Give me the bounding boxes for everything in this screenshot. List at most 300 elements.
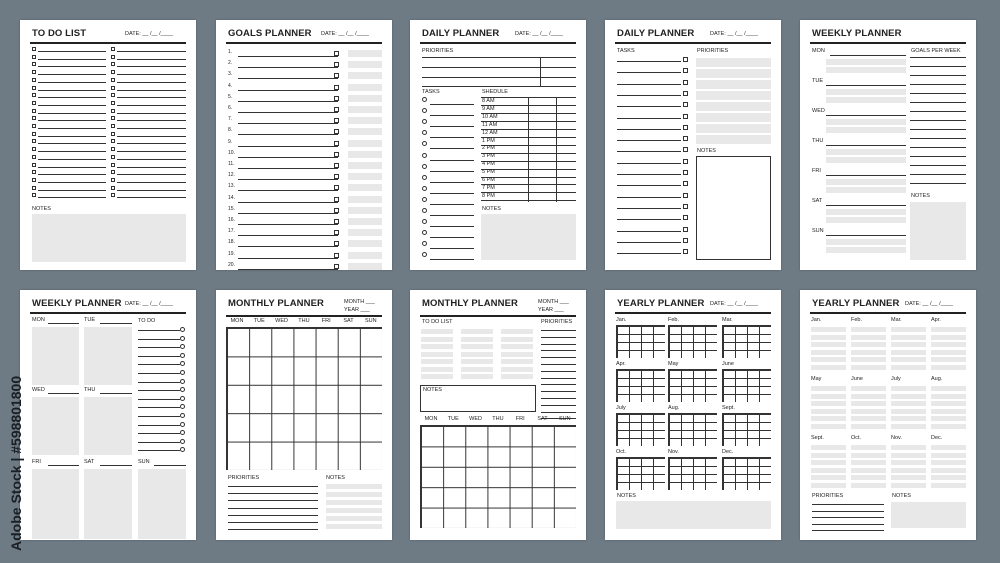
weekly-planner-sheet-2 xyxy=(20,290,196,540)
goal-bar xyxy=(348,151,382,158)
goal-line xyxy=(910,66,966,67)
todo-line xyxy=(117,167,186,168)
priority-bar xyxy=(696,69,771,78)
day-label: FRI xyxy=(32,459,41,465)
todo-line xyxy=(117,143,186,144)
goal-line xyxy=(238,101,338,102)
task-line xyxy=(617,129,681,130)
month-bar xyxy=(851,350,886,355)
day-bar xyxy=(826,97,906,103)
checkbox-icon xyxy=(683,91,688,96)
bullet-icon xyxy=(422,219,427,224)
month-bar xyxy=(891,460,926,465)
checkbox-icon xyxy=(32,116,36,120)
checkbox-icon xyxy=(334,118,339,123)
bullet-icon xyxy=(180,396,185,401)
hour-label: 7 PM xyxy=(482,184,495,191)
month-grid xyxy=(722,457,771,490)
month-grid xyxy=(668,413,717,446)
month-label: Jan. xyxy=(811,317,822,323)
task-line xyxy=(430,215,474,216)
month-bar xyxy=(811,468,846,473)
hour-label: 8 PM xyxy=(482,192,495,199)
checkbox-icon xyxy=(334,174,339,179)
hour-label: 8 AM xyxy=(482,98,495,104)
page-title: YEARLY PLANNER xyxy=(617,298,705,309)
checkbox-icon xyxy=(32,55,36,59)
weekday-label: MON xyxy=(230,318,244,324)
date-field: DATE: __ /__ /____ xyxy=(515,31,563,37)
priority-line xyxy=(541,391,576,392)
goal-number: 8. xyxy=(228,127,233,134)
goal-line xyxy=(238,224,338,225)
page-title: MONTHLY PLANNER xyxy=(422,298,518,309)
priority-line xyxy=(541,364,576,365)
todo-line xyxy=(38,51,106,52)
page-title: MONTHLY PLANNER xyxy=(228,298,324,309)
goal-bar xyxy=(348,72,382,79)
month-bar xyxy=(811,386,846,391)
page-title: DAILY PLANNER xyxy=(422,28,500,39)
month-bar xyxy=(811,445,846,450)
todo-line xyxy=(38,120,106,121)
priorities-label: PRIORITIES xyxy=(422,48,454,54)
day-box xyxy=(32,469,79,539)
goal-number: 14. xyxy=(228,194,235,201)
task-line xyxy=(617,95,681,96)
checkbox-icon xyxy=(32,70,36,74)
checkbox-icon xyxy=(32,147,36,151)
weekday-label: FRI xyxy=(515,416,525,422)
month-bar xyxy=(811,394,846,399)
day-label: WED xyxy=(812,108,825,114)
day-label: THU xyxy=(84,387,96,393)
goal-line xyxy=(238,134,338,135)
month-bar xyxy=(811,475,846,480)
title-rule xyxy=(226,315,382,317)
priority-line xyxy=(228,493,318,494)
month-bar xyxy=(851,445,886,450)
checkbox-icon xyxy=(32,47,36,51)
task-line xyxy=(617,61,681,62)
priorities-label: PRIORITIES xyxy=(812,493,844,499)
day-bar xyxy=(826,179,906,185)
todo-line xyxy=(117,120,186,121)
checkbox-icon xyxy=(334,96,339,101)
goal-bar xyxy=(348,117,382,124)
goal-line xyxy=(910,147,966,148)
bullet-icon xyxy=(180,379,185,384)
todo-line xyxy=(38,151,106,152)
month-bar xyxy=(851,483,886,488)
notes-label: NOTES xyxy=(423,387,442,393)
month-bar xyxy=(891,357,926,362)
month-bar xyxy=(851,357,886,362)
priorities-label: PRIORITIES xyxy=(228,475,260,481)
todo-label: TO DO xyxy=(138,318,156,324)
month-label: Nov. xyxy=(891,435,902,441)
checkbox-icon xyxy=(334,219,339,224)
day-line xyxy=(826,145,906,146)
month-label: July xyxy=(616,405,626,411)
goal-number: 7. xyxy=(228,116,233,123)
priority-line xyxy=(541,330,576,331)
notes-bar xyxy=(326,524,382,529)
todo-line xyxy=(138,416,180,417)
checkbox-icon xyxy=(111,186,115,190)
goal-number: 3. xyxy=(228,71,233,78)
day-bar xyxy=(826,59,906,65)
goal-bar xyxy=(348,229,382,236)
checkbox-icon xyxy=(111,163,115,167)
day-label: SAT xyxy=(812,198,823,204)
task-line xyxy=(617,84,681,85)
goal-number: 17. xyxy=(228,228,235,235)
month-label: June xyxy=(851,376,863,382)
month-label: June xyxy=(722,361,734,367)
checkbox-icon xyxy=(111,47,115,51)
hour-label: 5 PM xyxy=(482,169,495,176)
weekday-label: THU xyxy=(298,318,310,324)
title-rule xyxy=(30,312,186,314)
checkbox-icon xyxy=(334,141,339,146)
priority-line xyxy=(812,530,884,531)
goal-line xyxy=(238,112,338,113)
hour-label: 10 AM xyxy=(482,113,498,120)
month-bar xyxy=(851,386,886,391)
month-grid xyxy=(616,413,665,446)
goal-bar xyxy=(348,61,382,68)
priority-bar xyxy=(696,124,771,133)
month-bar xyxy=(891,342,926,347)
day-bar xyxy=(826,67,906,73)
goal-number: 11. xyxy=(228,161,235,167)
notes-bar xyxy=(326,500,382,505)
notes-label: NOTES xyxy=(326,475,345,481)
hour-label: 3 PM xyxy=(482,153,495,160)
month-grid xyxy=(616,369,665,402)
task-line xyxy=(617,253,681,254)
month-bar xyxy=(851,416,886,421)
checkbox-icon xyxy=(683,181,688,186)
month-bar xyxy=(891,386,926,391)
goal-bar xyxy=(348,128,382,135)
notes-label: NOTES xyxy=(482,206,501,212)
date-field: DATE: __ /__ /____ xyxy=(125,301,173,307)
checkbox-icon xyxy=(111,70,115,74)
bullet-icon xyxy=(422,252,427,257)
month-grid xyxy=(668,457,717,490)
month-label: Feb. xyxy=(851,317,863,323)
goal-line xyxy=(910,174,966,175)
checkbox-icon xyxy=(683,57,688,62)
task-line xyxy=(430,148,474,149)
month-bar xyxy=(811,409,846,414)
checkbox-icon xyxy=(32,109,36,113)
month-bar xyxy=(851,327,886,332)
weekday-label: SUN xyxy=(364,318,377,324)
task-line xyxy=(617,106,681,107)
checkbox-icon xyxy=(683,249,688,254)
checkbox-icon xyxy=(683,80,688,85)
day-label: MON xyxy=(32,317,45,323)
todo-line xyxy=(38,136,106,137)
checkbox-icon xyxy=(111,93,115,97)
todo-line xyxy=(138,450,180,451)
priority-line xyxy=(422,86,576,87)
checkbox-icon xyxy=(111,139,115,143)
bullet-icon xyxy=(180,387,185,392)
day-line xyxy=(154,465,186,466)
notes-label: NOTES xyxy=(697,148,716,154)
month-bar xyxy=(931,460,966,465)
priority-line xyxy=(541,412,576,413)
title-rule xyxy=(420,42,576,44)
calendar-grid xyxy=(226,327,382,470)
priority-line xyxy=(812,517,884,518)
checkbox-icon xyxy=(683,125,688,130)
month-bar xyxy=(891,445,926,450)
priority-line xyxy=(228,500,318,501)
month-bar xyxy=(891,335,926,340)
day-box xyxy=(84,327,132,385)
checkbox-icon xyxy=(334,208,339,213)
checkbox-icon xyxy=(334,129,339,134)
checkbox-icon xyxy=(334,62,339,67)
todo-line xyxy=(38,159,106,160)
task-line xyxy=(430,171,474,172)
weekday-label: FRI xyxy=(321,318,331,324)
bullet-icon xyxy=(180,336,185,341)
page-title: TO DO LIST xyxy=(32,28,87,39)
task-line xyxy=(617,118,681,119)
month-field: MONTH ___ xyxy=(344,299,375,305)
notes-bar xyxy=(326,492,382,497)
task-line xyxy=(430,137,474,138)
goal-number: 4. xyxy=(228,82,233,89)
checkbox-icon xyxy=(334,51,339,56)
checkbox-icon xyxy=(683,238,688,243)
date-field: DATE: __ /__ /____ xyxy=(710,301,758,307)
task-line xyxy=(430,182,474,183)
todo-line xyxy=(117,113,186,114)
weekday-label: SAT xyxy=(343,318,354,324)
daily-planner-sheet-2 xyxy=(605,20,781,270)
month-bar xyxy=(931,416,966,421)
hour-label: 4 PM xyxy=(482,161,495,168)
hour-label: 12 AM xyxy=(482,129,498,136)
todo-bar xyxy=(421,344,453,349)
month-bar xyxy=(891,475,926,480)
todo-line xyxy=(38,59,106,60)
day-label: SUN xyxy=(812,228,824,234)
day-line xyxy=(48,323,79,324)
page-title: DAILY PLANNER xyxy=(617,28,695,39)
month-bar xyxy=(931,350,966,355)
goal-line xyxy=(238,246,338,247)
todo-bar xyxy=(421,352,453,357)
checkbox-icon xyxy=(111,193,115,197)
date-field: DATE: __ /__ /____ xyxy=(710,31,758,37)
month-label: Oct. xyxy=(851,435,862,441)
checkbox-icon xyxy=(334,107,339,112)
day-box xyxy=(32,397,79,455)
priority-line xyxy=(228,529,318,530)
goal-number: 6. xyxy=(228,105,233,111)
day-bar xyxy=(826,239,906,245)
month-label: Jan. xyxy=(616,317,627,323)
notes-box xyxy=(616,501,771,529)
month-field: MONTH ___ xyxy=(538,299,569,305)
day-box xyxy=(84,397,132,455)
hour-label: 6 PM xyxy=(482,177,495,183)
tasks-label: TASKS xyxy=(422,89,440,95)
todo-bar xyxy=(501,367,533,372)
bullet-icon xyxy=(180,370,185,375)
day-bar xyxy=(826,187,906,193)
todo-line xyxy=(38,74,106,75)
priority-line xyxy=(541,357,576,358)
bullet-icon xyxy=(422,186,427,191)
goal-line xyxy=(238,56,338,57)
title-rule xyxy=(420,315,576,317)
month-bar xyxy=(931,335,966,340)
checkbox-icon xyxy=(111,78,115,82)
todo-line xyxy=(138,390,180,391)
weekday-label: THU xyxy=(492,416,504,422)
todo-bar xyxy=(461,329,493,334)
checkbox-icon xyxy=(111,116,115,120)
month-bar xyxy=(931,468,966,473)
tasks-label: TASKS xyxy=(617,48,635,54)
goal-bar xyxy=(348,173,382,180)
weekday-label: WED xyxy=(275,318,289,324)
priority-line xyxy=(541,398,576,399)
todo-bar xyxy=(501,374,533,379)
priority-bar xyxy=(696,58,771,67)
todo-bar xyxy=(461,374,493,379)
month-bar xyxy=(931,357,966,362)
title-rule xyxy=(810,312,966,314)
todo-bar xyxy=(421,337,453,342)
weekday-label: SAT xyxy=(537,416,548,422)
hour-label: 1 PM xyxy=(482,137,495,144)
bullet-icon xyxy=(422,197,427,202)
checkbox-icon xyxy=(32,193,36,197)
month-bar xyxy=(891,401,926,406)
notes-label: NOTES xyxy=(617,493,636,499)
priority-line xyxy=(541,344,576,345)
todo-bar xyxy=(461,344,493,349)
month-bar xyxy=(891,394,926,399)
checkbox-icon xyxy=(683,193,688,198)
checkbox-icon xyxy=(683,147,688,152)
todo-line xyxy=(138,442,180,443)
todo-line xyxy=(138,425,180,426)
todo-line xyxy=(138,373,180,374)
goal-bar xyxy=(348,218,382,225)
month-bar xyxy=(851,342,886,347)
todo-label: TO DO LIST xyxy=(422,319,453,325)
goal-bar xyxy=(348,95,382,102)
month-grid xyxy=(722,369,771,402)
todo-line xyxy=(138,407,180,408)
goal-line xyxy=(238,269,338,270)
todo-list-sheet xyxy=(20,20,196,270)
todo-line xyxy=(138,339,180,340)
task-line xyxy=(617,242,681,243)
priority-line xyxy=(541,371,576,372)
bullet-icon xyxy=(180,361,185,366)
month-bar xyxy=(931,327,966,332)
checkbox-icon xyxy=(683,114,688,119)
todo-bar xyxy=(421,367,453,372)
checkbox-icon xyxy=(32,62,36,66)
goal-number: 15. xyxy=(228,205,235,212)
day-bar xyxy=(826,157,906,163)
goal-bar xyxy=(348,263,382,270)
month-bar xyxy=(811,483,846,488)
checkbox-icon xyxy=(334,152,339,157)
checkbox-icon xyxy=(334,185,339,190)
month-bar xyxy=(891,350,926,355)
todo-line xyxy=(117,159,186,160)
watermark: Adobe Stock | #598801800 xyxy=(8,375,24,551)
notes-bar xyxy=(326,508,382,513)
priority-line xyxy=(541,405,576,406)
month-label: Mar. xyxy=(891,317,902,323)
todo-line xyxy=(138,382,180,383)
month-bar xyxy=(851,460,886,465)
todo-line xyxy=(117,82,186,83)
task-line xyxy=(617,151,681,152)
month-label: Sept. xyxy=(811,435,824,441)
month-bar xyxy=(851,335,886,340)
todo-line xyxy=(38,182,106,183)
todo-line xyxy=(38,174,106,175)
todo-line xyxy=(117,197,186,198)
todo-line xyxy=(117,136,186,137)
todo-line xyxy=(138,330,180,331)
checkbox-icon xyxy=(32,93,36,97)
bullet-icon xyxy=(180,327,185,332)
day-label: SAT xyxy=(84,459,95,465)
todo-bar xyxy=(501,337,533,342)
goal-number: 2. xyxy=(228,60,233,67)
day-bar xyxy=(826,247,906,253)
weekday-label: TUE xyxy=(447,416,459,422)
checkbox-icon xyxy=(111,86,115,90)
goal-line xyxy=(910,93,966,94)
priority-line xyxy=(422,67,576,68)
month-bar xyxy=(811,424,846,429)
goal-line xyxy=(910,138,966,139)
priority-line xyxy=(812,504,884,505)
checkbox-icon xyxy=(111,124,115,128)
month-label: Aug. xyxy=(931,376,943,382)
checkbox-icon xyxy=(683,215,688,220)
bullet-icon xyxy=(180,430,185,435)
task-line xyxy=(430,160,474,161)
goal-line xyxy=(238,235,338,236)
checkbox-icon xyxy=(683,159,688,164)
checkbox-icon xyxy=(683,170,688,175)
month-bar xyxy=(811,453,846,458)
day-label: WED xyxy=(32,387,45,393)
priority-line xyxy=(541,350,576,351)
checkbox-icon xyxy=(32,178,36,182)
goal-line xyxy=(910,75,966,76)
